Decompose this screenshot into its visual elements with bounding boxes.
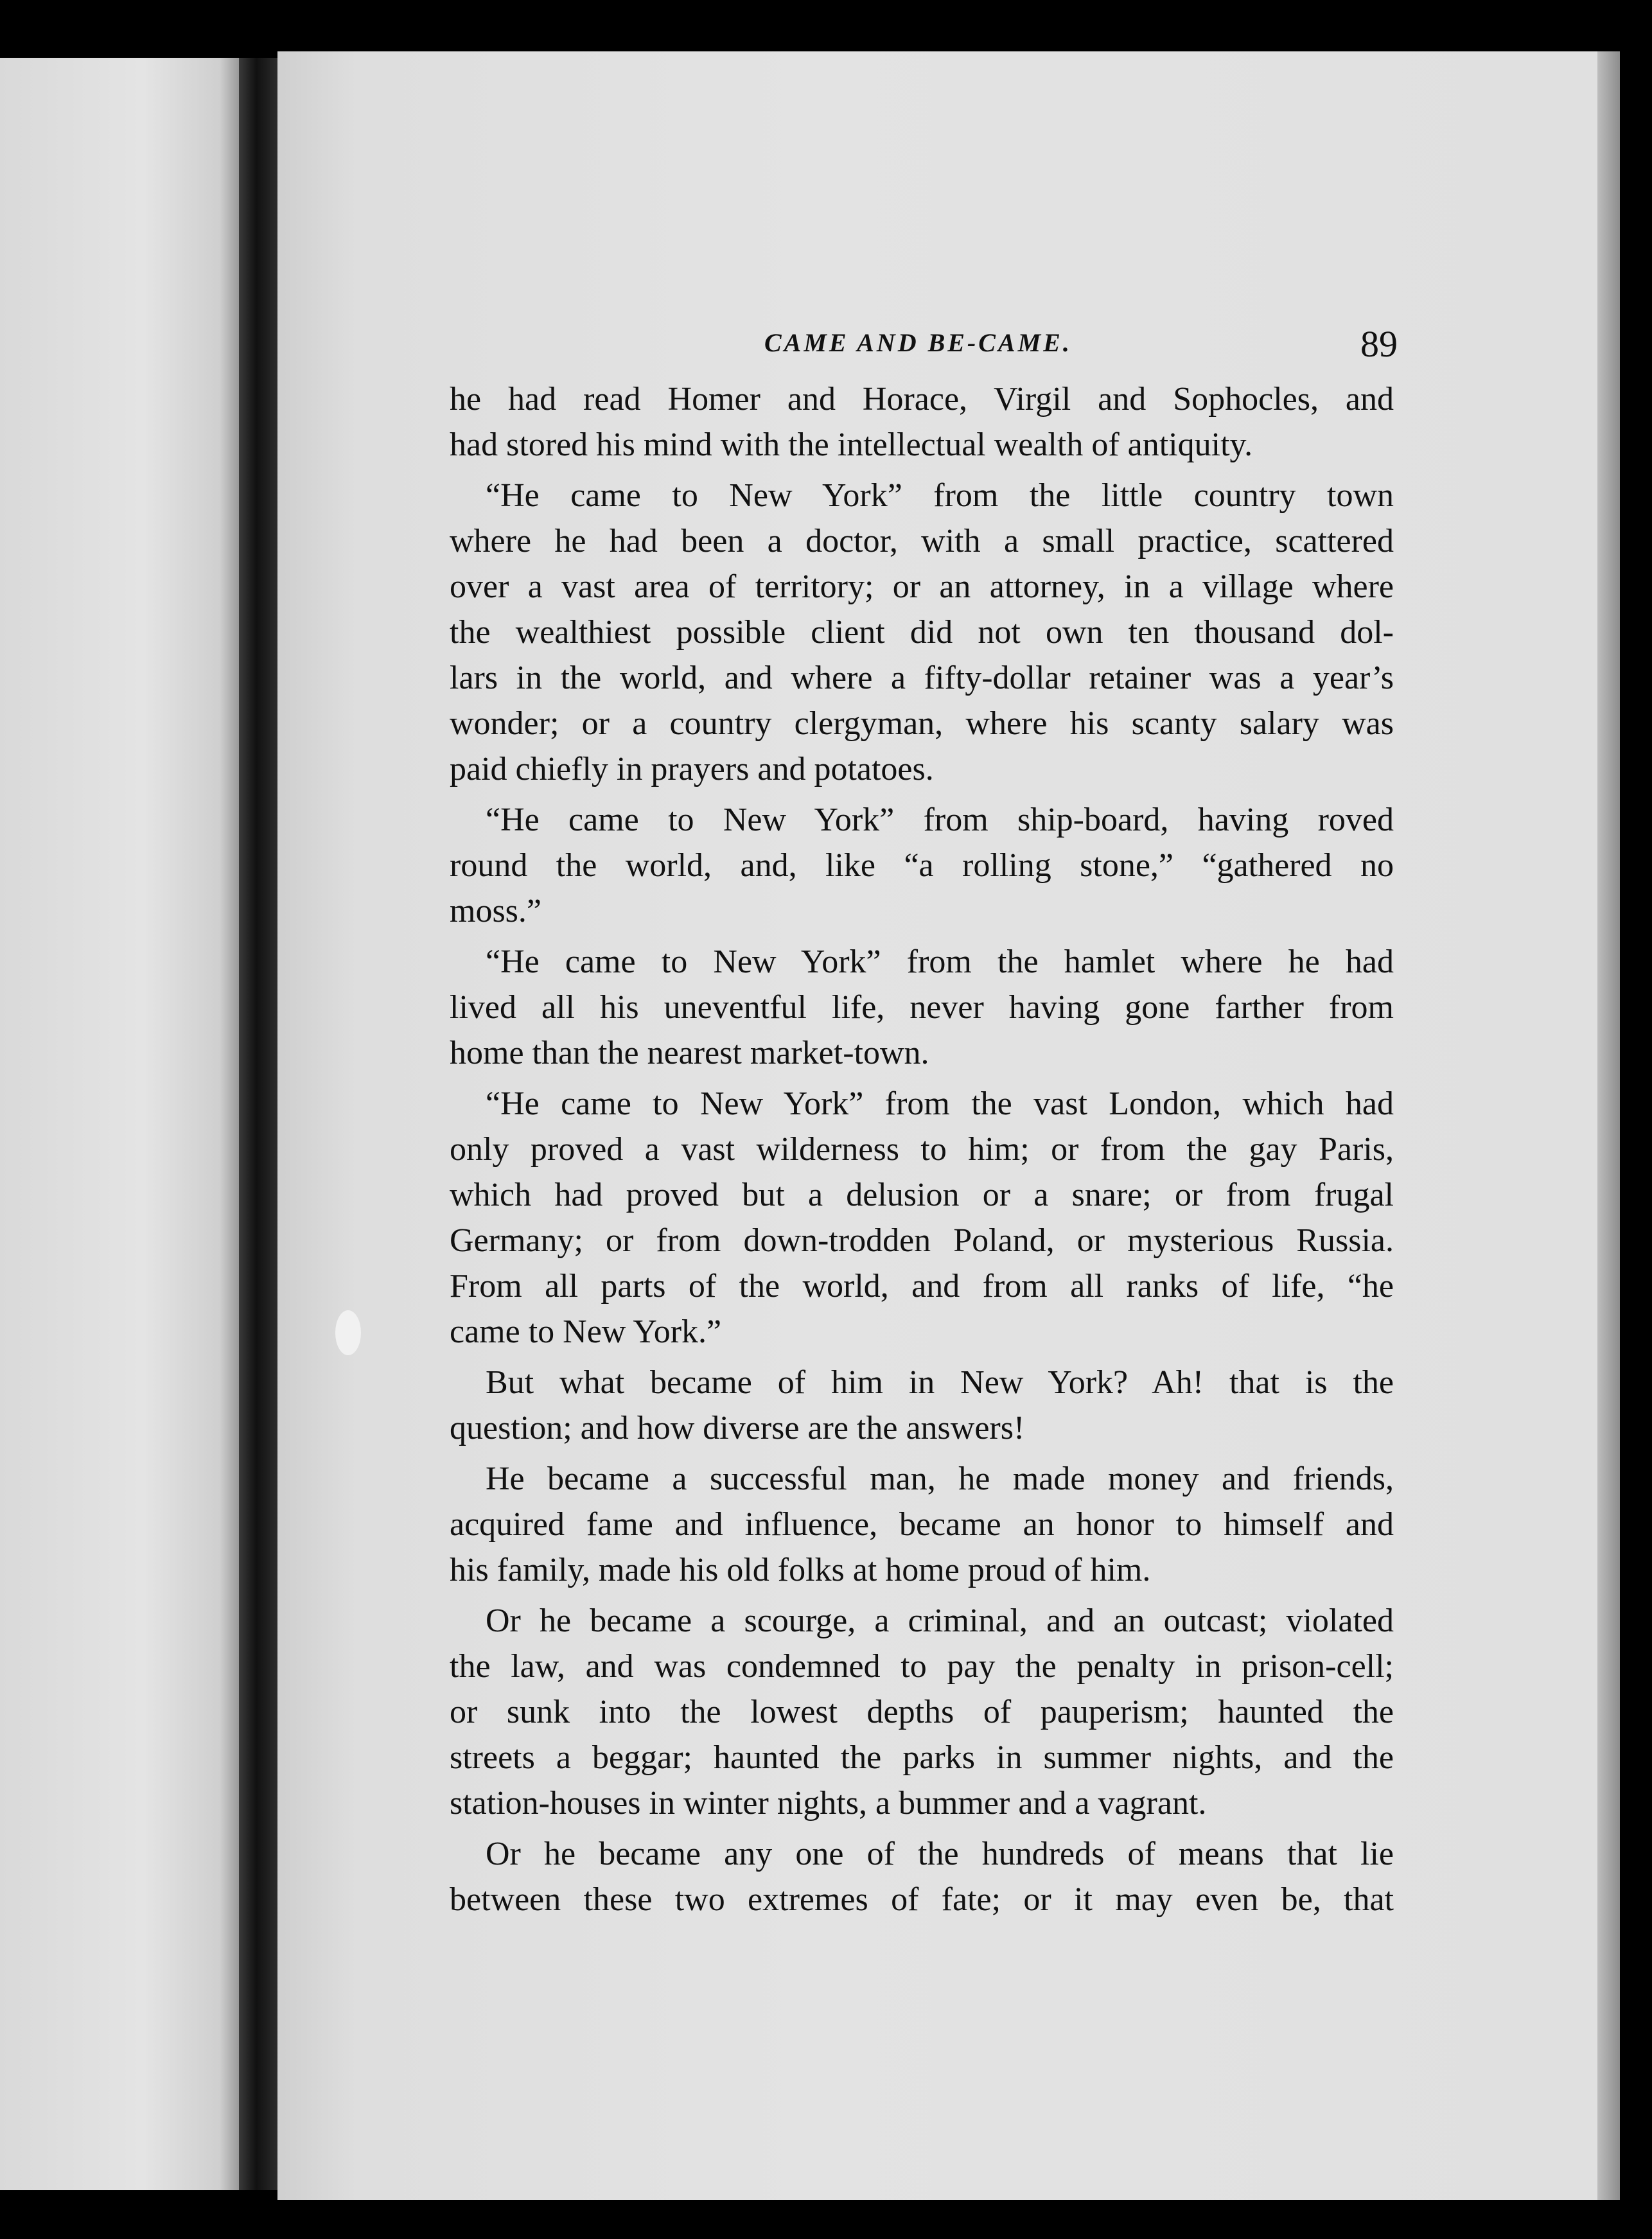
- text-line: lars in the world, and where a fifty-dollar retainer was a year’s: [450, 660, 1394, 696]
- book-spine: [239, 58, 277, 2190]
- text-line: paid chiefly in prayers and potatoes.: [450, 751, 934, 787]
- text-line: Germany; or from down-trodden Poland, or mysterious Russia.: [450, 1222, 1394, 1259]
- text-line: had stored his mind with the intellectual wealth of antiquity.: [450, 426, 1253, 463]
- text-line: “He came to New York” from the hamlet where he had: [486, 944, 1394, 980]
- text-line: But what became of him in New York? Ah! that is the: [486, 1364, 1394, 1401]
- text-line: round the world, and, like “a rolling stone,” “gathered no: [450, 847, 1394, 884]
- text-line: “He came to New York” from the vast London, which had: [486, 1085, 1394, 1122]
- text-line: only proved a vast wilderness to him; or from the gay Paris,: [450, 1131, 1394, 1168]
- text-line: acquired fame and influence, became an honor to himself and: [450, 1506, 1394, 1543]
- text-line: streets a beggar; haunted the parks in summer nights, and the: [450, 1739, 1394, 1776]
- text-line: the wealthiest possible client did not own ten thousand dol-: [450, 614, 1394, 651]
- text-line: lived all his uneventful life, never having gone farther from: [450, 989, 1394, 1026]
- text-line: he had read Homer and Horace, Virgil and Sophocles, and: [450, 381, 1394, 417]
- text-line: moss.”: [450, 893, 541, 929]
- page-text: [450, 315, 1398, 1922]
- text-line: question; and how diverse are the answers!: [450, 1410, 1025, 1446]
- text-line: over a vast area of territory; or an attorney, in a village where: [450, 568, 1394, 605]
- text-line: station-houses in winter nights, a bummer and a vagrant.: [450, 1785, 1207, 1822]
- text-line: Or he became any one of the hundreds of means that lie: [486, 1836, 1394, 1872]
- text-line: which had proved but a delusion or a snare; or from frugal: [450, 1177, 1394, 1213]
- text-line: his family, made his old folks at home proud of him.: [450, 1552, 1151, 1588]
- text-line: wonder; or a country clergyman, where his scanty salary was: [450, 705, 1394, 742]
- text-line: “He came to New York” from the little country town: [486, 477, 1394, 514]
- text-line: Or he became a scourge, a criminal, and an outcast; violated: [486, 1602, 1394, 1639]
- text-line: “He came to New York” from ship-board, having roved: [486, 802, 1394, 838]
- text-line: came to New York.”: [450, 1313, 722, 1350]
- left-page-edge: [0, 58, 239, 2190]
- text-line: between these two extremes of fate; or it may even be, that: [450, 1881, 1394, 1918]
- running-head: [450, 315, 1398, 376]
- right-page-edge: [1597, 51, 1620, 2200]
- text-line: home than the nearest market-town.: [450, 1035, 929, 1071]
- text-line: He became a successful man, he made money and friends,: [486, 1461, 1394, 1497]
- running-title: CAME AND BE-CAME.: [764, 328, 1072, 357]
- text-line: the law, and was condemned to pay the penalty in prison-cell;: [450, 1648, 1394, 1685]
- paper-stain: [335, 1310, 361, 1355]
- text-line: From all parts of the world, and from all ranks of life, “he: [450, 1268, 1394, 1304]
- page-number: 89: [1360, 323, 1398, 365]
- text-line: or sunk into the lowest depths of pauperism; haunted the: [450, 1694, 1394, 1730]
- text-line: where he had been a doctor, with a small practice, scattered: [450, 523, 1394, 559]
